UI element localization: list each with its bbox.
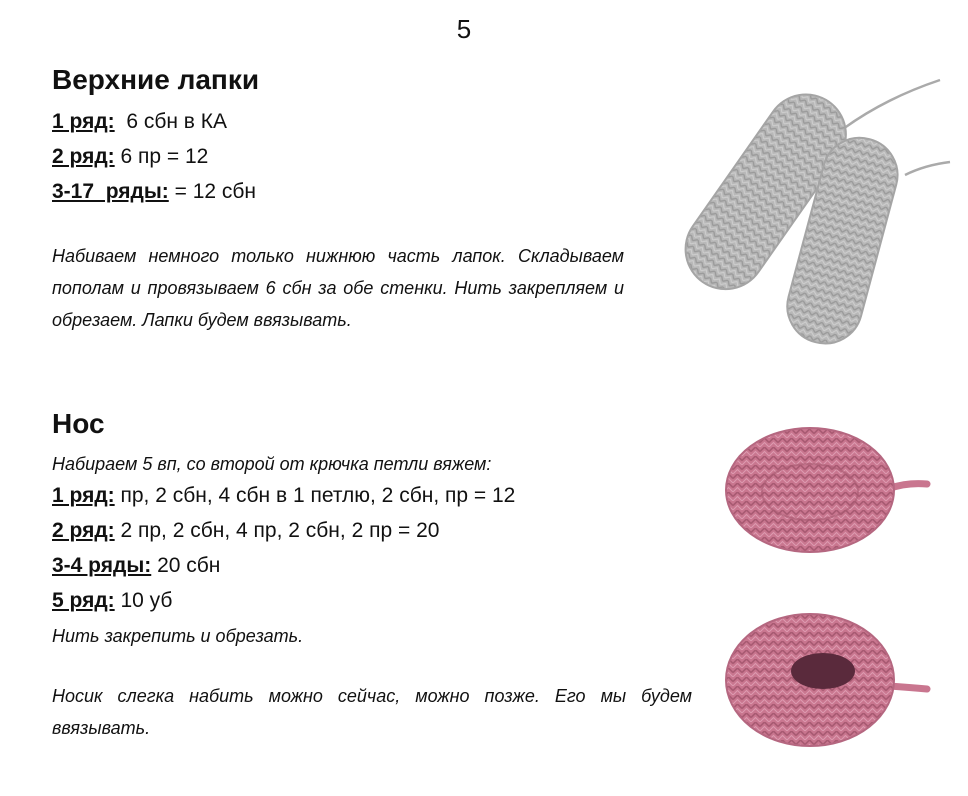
row-text: 2 пр, 2 сбн, 4 пр, 2 сбн, 2 пр = 20 xyxy=(114,519,440,542)
nose-photo-front xyxy=(715,420,935,560)
yarn-tail xyxy=(835,80,940,135)
nose-row-2 xyxy=(52,519,439,543)
nose-title: Нос xyxy=(52,408,105,439)
row-label: 3-17 ряды: xyxy=(52,180,169,203)
row-text: = 12 сбн xyxy=(168,180,257,203)
upper-paws-title: Верхние лапки xyxy=(52,64,260,95)
upper-paws-row-1 xyxy=(52,110,227,134)
row-text: 6 пр = 12 xyxy=(114,145,209,168)
page-number: 5 xyxy=(456,14,472,44)
row-text: 6 сбн в КА xyxy=(114,110,228,133)
row-label: 2 ряд: xyxy=(52,519,115,542)
row-text: пр, 2 сбн, 4 сбн в 1 петлю, 2 сбн, пр = 12 xyxy=(114,484,516,507)
row-text: 10 уб xyxy=(114,589,173,612)
row-label: 2 ряд: xyxy=(52,145,115,168)
nose-finish: Нить закрепить и обрезать. xyxy=(52,626,304,646)
row-text: 20 сбн xyxy=(151,554,221,577)
nose-row-3 xyxy=(52,554,220,578)
nose-photo-back xyxy=(715,605,935,755)
upper-paws-row-3 xyxy=(52,180,256,204)
row-label: 1 ряд: xyxy=(52,484,115,507)
row-label: 5 ряд: xyxy=(52,589,115,612)
row-label: 3-4 ряды: xyxy=(52,554,152,577)
nose-opening xyxy=(791,653,855,689)
nose-row-1 xyxy=(52,484,515,508)
paws-photo xyxy=(640,60,960,370)
upper-paws-row-2 xyxy=(52,145,208,169)
nose-intro: Набираем 5 вп, со второй от крючка петли вяжем: xyxy=(52,454,492,474)
nose-piece xyxy=(726,428,894,552)
nose-row-4 xyxy=(52,589,172,613)
yarn-tail xyxy=(905,162,950,175)
row-label: 1 ряд: xyxy=(52,110,115,133)
upper-paws-note: Набиваем немного только нижнюю часть лапок. Складываем пополам и провязываем 6 сбн за обе стенки. Нить закрепляем и обрезаем. Лапки будем ввязывать. xyxy=(52,246,624,330)
nose-note: Носик слегка набить можно сейчас, можно позже. Его мы будем ввязывать. xyxy=(52,686,692,738)
